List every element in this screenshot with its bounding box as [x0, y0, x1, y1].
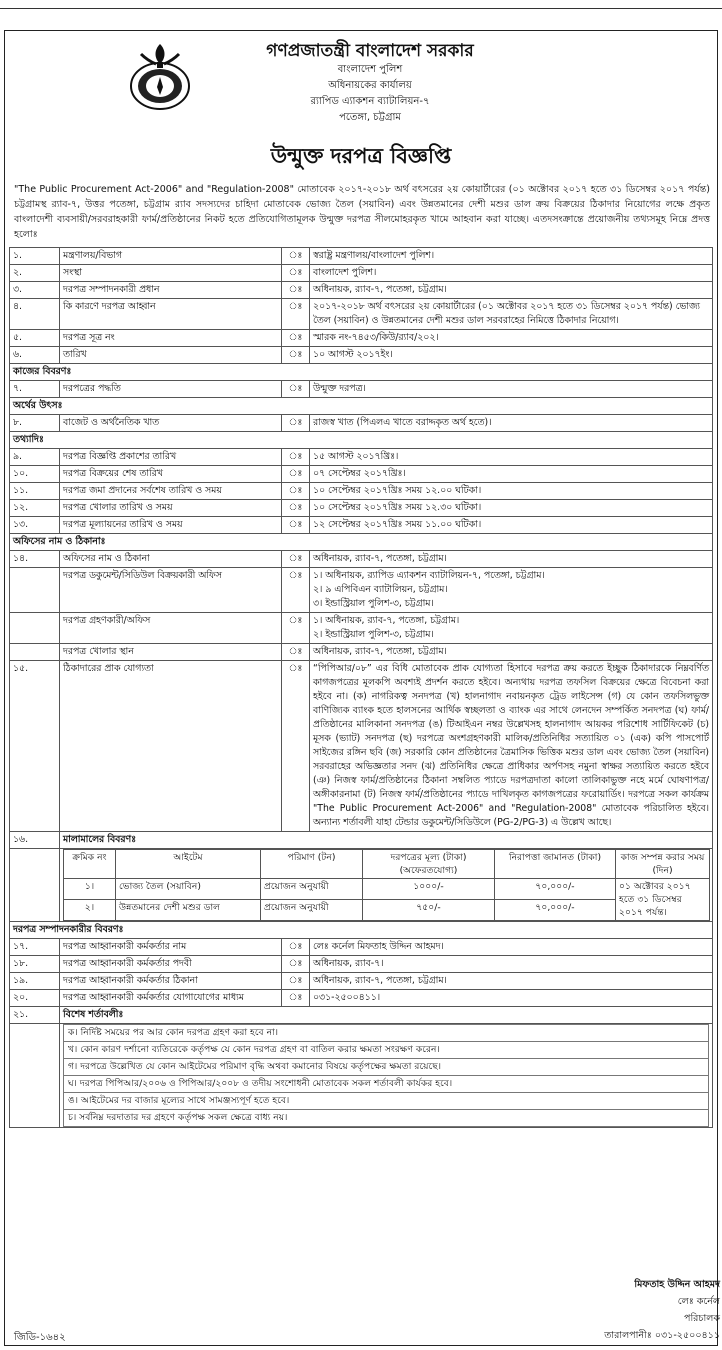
table-row: দরপত্র ডকুমেন্ট/সিডিউল বিক্রয়কারী অফিস ঃ ১। অধিনায়ক, র‍্যাপিড এ্যাকশন ব্যাটালিয়ন-৭, পতেঙ্গা, চট্টগ্রাম। ২। ৯ এপিবিএন ব্যাটালিয়ন, চট্টগ্রাম। ৩। ইন্ডাস্ট্রিয়াল পুলিশ-৩, চট্টগ্রাম।	[10, 568, 713, 613]
table-row: ১১. দরপত্র জমা প্রদানের সর্বশেষ তারিখ ও সময় ঃ ১০ সেপ্টেম্বর ২০১৭খ্রিঃ সময় ১২.০০ ঘটিকা।	[10, 483, 713, 500]
goods-row	[10, 849, 713, 922]
office-line: ২। ইন্ডাস্ট্রিয়াল পুলিশ-৩, চট্টগ্রাম।	[313, 629, 434, 640]
office-line: ৩। ইন্ডাস্ট্রিয়াল পুলিশ-৩, চট্টগ্রাম।	[313, 598, 434, 609]
top-divider	[0, 8, 722, 9]
police-emblem-icon	[127, 40, 193, 112]
signatory-name: মিফতাহ উদ্দিন আহমদ	[634, 1279, 720, 1290]
condition-item: খ। কোন কারণ দর্শানো ব্যতিরেকে কর্তৃপক্ষ যে কোন দরপত্র গ্রহণ বা বাতিল করার ক্ষমতা সংরক্ষণ করেন।	[64, 1042, 709, 1059]
table-row: ১৫. ঠিকাদারের প্রাক যোগ্যতা ঃ “পিপিআর/০৮” এর বিধি মোতাবেক প্রাক যোগ্যতা হিসাবে দরপত্র ক্রয় করতে ইচ্ছুক ঠিকাদারকে নিম্নবর্ণিত কাগজপত্রের মূলকপি অবশ্যই প্রদর্শন করতে হইবে। অন্যথায় দরপত্র তফসিল বিক্রয়ের ক্ষেত্রে বিবেচনা করা হইবে না। (ক) নাগরিকত্ব সনদপত্র (খ) হালনাগাদ নবায়নকৃত ট্রেড লাইসেন্স (গ) যে কোন তফসিলভুক্ত বাণিজ্যিক ব্যাংক হতে হালসনের আর্থিক স্বচ্ছলতা ও ব্যাংক এর সাথে লেনদেন সম্পর্কিত সনদপত্র (ঘ) ফার্ম/প্রতিষ্ঠানের মালিকানা সনদপত্র (ঙ) টিআইএন নম্বর উল্লেখসহ হালনাগাদ আয়কর পরিশোধ সার্টিফিকেট (চ) মূসক (ভ্যাট) সনদপত্র (ছ) দরপত্রে অংশগ্রহণকারী মালিক/প্রতিনিধির সত্যায়িত ০১ (এক) কপি পাসপোর্ট সাইজের রঙ্গিন ছবি (জ) সরকারি কোন প্রতিষ্ঠানের ত্রৈমাসিক ভিত্তিক মশুর ডাল এবং ভোজ্য তৈল (সয়াবিন) সরবরাহের অভিজ্ঞতার সনদ (ঝ) প্রতিনিধির ক্ষেত্রে প্রাধিকার অর্পণসহ নমুনা স্বাক্ষর সত্যায়িত করতে হইবে (ঞ) নিজস্ব ফার্ম/প্রতিষ্ঠানের ঠিকানা সম্বলিত প্যাডে দরপত্রদাতা কালো তালিকাভুক্ত নহে মর্মে ঘোষণাপত্র/অঙ্গীকারনামা (ট) নিজস্ব ফার্ম/প্রতিষ্ঠানের প্যাডে দাখিলকৃত কাগজপত্রের ফরোয়ার্ডিং। দরপত্রে সকল কার্যক্রম "The Public Procurement Act-2006" and "Regulation-2008" মোতাবেক পরিচালিত হইবে। অন্যান্য শর্তাবলী যাহা টেন্ডার ডকুমেন্ট/সিডিউলে (PG-2/PG-3) এ উল্লেখ আছে।	[10, 661, 713, 832]
table-row: ২০. দরপত্র আহ্বানকারী কর্মকর্তার যোগাযোগের মাধ্যম ঃ ০৩১-২৫০০৪১১।	[10, 990, 713, 1007]
header-line: র‍্যাপিড এ্যাকশন ব্যাটালিয়ন-৭	[310, 96, 430, 107]
condition-item: ক। নির্দিষ্ট সময়ের পর আর কোন দরপত্র গ্রহণ করা হবে না।	[64, 1025, 709, 1042]
header-line: বাংলাদেশ পুলিশ	[337, 64, 403, 75]
table-row: ১৪. অফিসের নাম ও ঠিকানা ঃ অধিনায়ক, র‍্যাব-৭, পতেঙ্গা, চট্টগ্রাম।	[10, 551, 713, 568]
condition-item: ঙ। আইটেমের দর বাজার মূল্যের সাথে সামঞ্জস্যপূর্ণ হতে হবে।	[64, 1093, 709, 1110]
signature-block	[520, 1276, 720, 1344]
table-row: ৮. বাজেট ও অর্থনৈতিক খাত ঃ রাজস্ব খাত (পিএলএ খাতে বরাদ্দকৃত অর্থ হতে)।	[10, 415, 713, 432]
government-title: গণপ্রজাতন্ত্রী বাংলাদেশ সরকার	[266, 41, 474, 61]
signatory-designation: পরিচালক	[684, 1313, 720, 1324]
section-heading: তথ্যাদিঃ	[10, 432, 713, 449]
table-row: ৪. কি কারণে দরপত্র আহ্বান ঃ ২০১৭-২০১৮ অর্থ বৎসরের ২য় কোয়ার্টারের (০১ অক্টোবর ২০১৭ হতে ৩১ ডিসেম্বর ২০১৭ পর্যন্ত) ভোজ্য তৈল (সয়াবিন) ও উন্নতমানের দেশী মশুর ডাল সরবরাহের নিমিত্তে ঠিকাদার নিয়োগ।	[10, 299, 713, 330]
table-row: ১৮. দরপত্র আহ্বানকারী কর্মকর্তার পদবী ঃ অধিনায়ক, র‍্যাব-৭।	[10, 956, 713, 973]
office-line: ১। অধিনায়ক, র‍্যাব-৭, পতেঙ্গা, চট্টগ্রাম।	[313, 615, 460, 626]
condition-item: ঘ। দরপত্র পিপিআর/২০০৬ ও পিপিআর/২০০৮ ও তদীয় সংশোধনী মোতাবেক সকল শর্তাবলী কার্যকর হবে।	[64, 1076, 709, 1093]
goods-item: ১। ভোজ্য তৈল (সয়াবিন) প্রয়োজন অনুযায়ী ১০০০/- ৭০,০০০/- ০১ অক্টোবর ২০১৭ হতে ৩১ ডিসেম্বর ২০১৭ পর্যন্ত।	[64, 879, 710, 900]
table-row: ৬. তারিখ ঃ ১০ আগস্ট ২০১৭ইং।	[10, 347, 713, 364]
table-row: ১০. দরপত্র বিক্রয়ের শেষ তারিখ ঃ ০৭ সেপ্টেম্বর ২০১৭খ্রিঃ।	[10, 466, 713, 483]
table-row: ১২. দরপত্র খোলার তারিখ ও সময় ঃ ১০ সেপ্টেম্বর ২০১৭খ্রিঃ সময় ১২.৩০ ঘটিকা।	[10, 500, 713, 517]
notice-title: উন্মুক্ত দরপত্র বিজ্ঞপ্তি	[270, 144, 452, 168]
table-row: ৭. দরপত্রের পদ্ধতি ঃ উন্মুক্ত দরপত্র।	[10, 381, 713, 398]
table-row: ৫. দরপত্র সূত্র নং ঃ স্মারক নং-৭৪৫৩/কিউ/র‍্যাব/২০২।	[10, 330, 713, 347]
table-row: ৩. দরপত্র সম্পাদনকারী প্রধান ঃ অধিনায়ক, র‍্যাব-৭, পতেঙ্গা, চট্টগ্রাম।	[10, 282, 713, 299]
signatory-rank: লেঃ কর্নেল	[677, 1296, 720, 1307]
conditions-list	[63, 1024, 709, 1127]
condition-item: চ। সর্বনিম্ন দরদাতার দর গ্রহণে কর্তৃপক্ষ সকল ক্ষেত্রে বাধ্য নয়।	[64, 1110, 709, 1127]
office-line: ২। ৯ এপিবিএন ব্যাটালিয়ন, চট্টগ্রাম।	[313, 584, 448, 595]
table-row: ৯. দরপত্র বিজ্ঞপ্তি প্রকাশের তারিখ ঃ ১৫ আগস্ট ২০১৭খ্রিঃ।	[10, 449, 713, 466]
table-row: দরপত্র খোলার স্থান ঃ অধিনায়ক, র‍্যাব-৭, পতেঙ্গা, চট্টগ্রাম।	[10, 644, 713, 661]
header-line: পতেঙ্গা, চট্টগ্রাম	[339, 112, 401, 123]
section-heading: অফিসের নাম ও ঠিকানাঃ	[10, 534, 713, 551]
table-row: ২১. বিশেষ শর্তাবলীঃ	[10, 1007, 713, 1024]
header-line: অধিনায়কের কার্যালয়	[328, 80, 412, 91]
goods-header: ক্রমিক নং আইটেম পরিমাণ (টন) দরপত্রের মূল্য (টাকা) (অফেরতযোগ্য) নিরাপত্তা জামানত (টাকা) কাজ সম্পন্ন করার সময় (দিন)	[64, 850, 710, 879]
tender-details-table	[9, 247, 713, 1128]
gd-code: জিডি-১৬৪২	[14, 1332, 66, 1343]
goods-table	[63, 849, 710, 921]
office-line: ১। অধিনায়ক, র‍্যাপিড এ্যাকশন ব্যাটালিয়ন-৭, পতেঙ্গা, চট্টগ্রাম।	[313, 570, 545, 581]
table-row: ২. সংস্থা ঃ বাংলাদেশ পুলিশ।	[10, 265, 713, 282]
conditions-row	[10, 1024, 713, 1128]
table-row: ১. মন্ত্রণালয়/বিভাগ ঃ স্বরাষ্ট্র মন্ত্রণালয়/বাংলাদেশ পুলিশ।	[10, 248, 713, 265]
prequalification-text: “পিপিআর/০৮” এর বিধি মোতাবেক প্রাক যোগ্যতা হিসাবে দরপত্র ক্রয় করতে ইচ্ছুক ঠিকাদারকে নিম্নবর্ণিত কাগজপত্রের মূলকপি অবশ্যই প্রদর্শন করতে হইবে। অন্যথায় দরপত্র তফসিল বিক্রয়ের ক্ষেত্রে বিবেচনা করা হইবে না। (ক) নাগরিকত্ব সনদপত্র (খ) হালনাগাদ নবায়নকৃত ট্রেড লাইসেন্স (গ) যে কোন তফসিলভুক্ত বাণিজ্যিক ব্যাংক হতে হালসনের আর্থিক স্বচ্ছলতা ও ব্যাংক এর সাথে লেনদেন সম্পর্কিত সনদপত্র (ঘ) ফার্ম/প্রতিষ্ঠানের মালিকানা সনদপত্র (ঙ) টিআইএন নম্বর উল্লেখসহ হালনাগাদ আয়কর পরিশোধ সার্টিফিকেট (চ) মূসক (ভ্যাট) সনদপত্র (ছ) দরপত্রে অংশগ্রহণকারী মালিক/প্রতিনিধির সত্যায়িত ০১ (এক) কপি পাসপোর্ট সাইজের রঙ্গিন ছবি (জ) সরকারি কোন প্রতিষ্ঠানের ত্রৈমাসিক ভিত্তিক মশুর ডাল এবং ভোজ্য তৈল (সয়াবিন) সরবরাহের অভিজ্ঞতার সনদ (ঝ) প্রতিনিধির ক্ষেত্রে প্রাধিকার অর্পণসহ নমুনা স্বাক্ষর সত্যায়িত করতে হইবে (ঞ) নিজস্ব ফার্ম/প্রতিষ্ঠানের ঠিকানা সম্বলিত প্যাডে দরপত্রদাতা কালো তালিকাভুক্ত নহে মর্মে ঘোষণাপত্র/অঙ্গীকারনামা (ট) নিজস্ব ফার্ম/প্রতিষ্ঠানের প্যাডে দাখিলকৃত কাগজপত্রের ফরোয়ার্ডিং। দরপত্রে সকল কার্যক্রম "The Public Procurement Act-2006" and "Regulation-2008" মোতাবেক পরিচালিত হইবে। অন্যান্য শর্তাবলী যাহা টেন্ডার ডকুমেন্ট/সিডিউলে (PG-2/PG-3) এ উল্লেখ আছে।	[310, 661, 713, 832]
section-heading: অর্থের উৎসঃ	[10, 398, 713, 415]
section-heading: দরপত্র সম্পাদনকারীর বিবরণঃ	[10, 922, 713, 939]
section-heading: কাজের বিবরণঃ	[10, 364, 713, 381]
goods-item: ২। উন্নতমানের দেশী মশুর ডাল প্রয়োজন অনুযায়ী ৭৫০/- ৭০,০০০/-	[64, 900, 710, 921]
table-row: ১৬. মালামালের বিবরণঃ	[10, 832, 713, 849]
table-row: ১৭. দরপত্র আহ্বানকারী কর্মকর্তার নাম ঃ লেঃ কর্নেল মিফতাহ উদ্দিন আহমদ।	[10, 939, 713, 956]
intro-paragraph: "The Public Procurement Act-2006" and "Regulation-2008" মোতাবেক ২০১৭-২০১৮ অর্থ বৎসরের ২য় কোয়ার্টারের (০১ অক্টোবর ২০১৭ হতে ৩১ ডিসেম্বর ২০১৭ পর্যন্ত) চট্টগ্রামস্থ র‍্যাব-৭, উত্তর পতেঙ্গা, চট্টগ্রাম র‍্যাব সদস্যদের চাহিদা মোতাবেক ভোজ্য তৈল (সয়াবিন) এবং উন্নতমানের দেশী মশুর ডাল ক্রয় বিক্রয়ের ঠিকাদার নিয়োগের লক্ষে প্রকৃত বাংলাদেশী ব্যবসায়ী/সরবরাহকারী ফার্ম/প্রতিষ্ঠানের নিকট হতে প্রতিযোগিতামূলক উন্মুক্ত দরপত্র সীলমোহরকৃত খামে আহবান করা যাচ্ছে। এতদসংক্রান্তে প্রয়োজনীয় তথ্যসমূহ নিম্নে প্রদত্ত হলোঃ	[14, 184, 710, 240]
signatory-phone: তারালপানীঃ ০৩১-২৫০০৪১১	[604, 1330, 720, 1341]
table-row: ১৯. দরপত্র আহ্বানকারী কর্মকর্তার ঠিকানা ঃ অধিনায়ক, র‍্যাব-৭, পতেঙ্গা, চট্টগ্রাম।	[10, 973, 713, 990]
condition-item: গ। দরপত্রে উল্লেখিত যে কোন আইটেমের পরিমাণ বৃদ্ধি অথবা কমানোর বিষয়ে কর্তৃপক্ষের ক্ষমতা রয়েছে।	[64, 1059, 709, 1076]
table-row: ১৩. দরপত্র মূল্যায়নের তারিখ ও সময় ঃ ১২ সেপ্টেম্বর ২০১৭খ্রিঃ সময় ১১.০০ ঘটিকা।	[10, 517, 713, 534]
table-row: দরপত্র গ্রহণকারী/অফিস ঃ ১। অধিনায়ক, র‍্যাব-৭, পতেঙ্গা, চট্টগ্রাম। ২। ইন্ডাস্ট্রিয়াল পুলিশ-৩, চট্টগ্রাম।	[10, 613, 713, 644]
header-block	[190, 40, 550, 126]
